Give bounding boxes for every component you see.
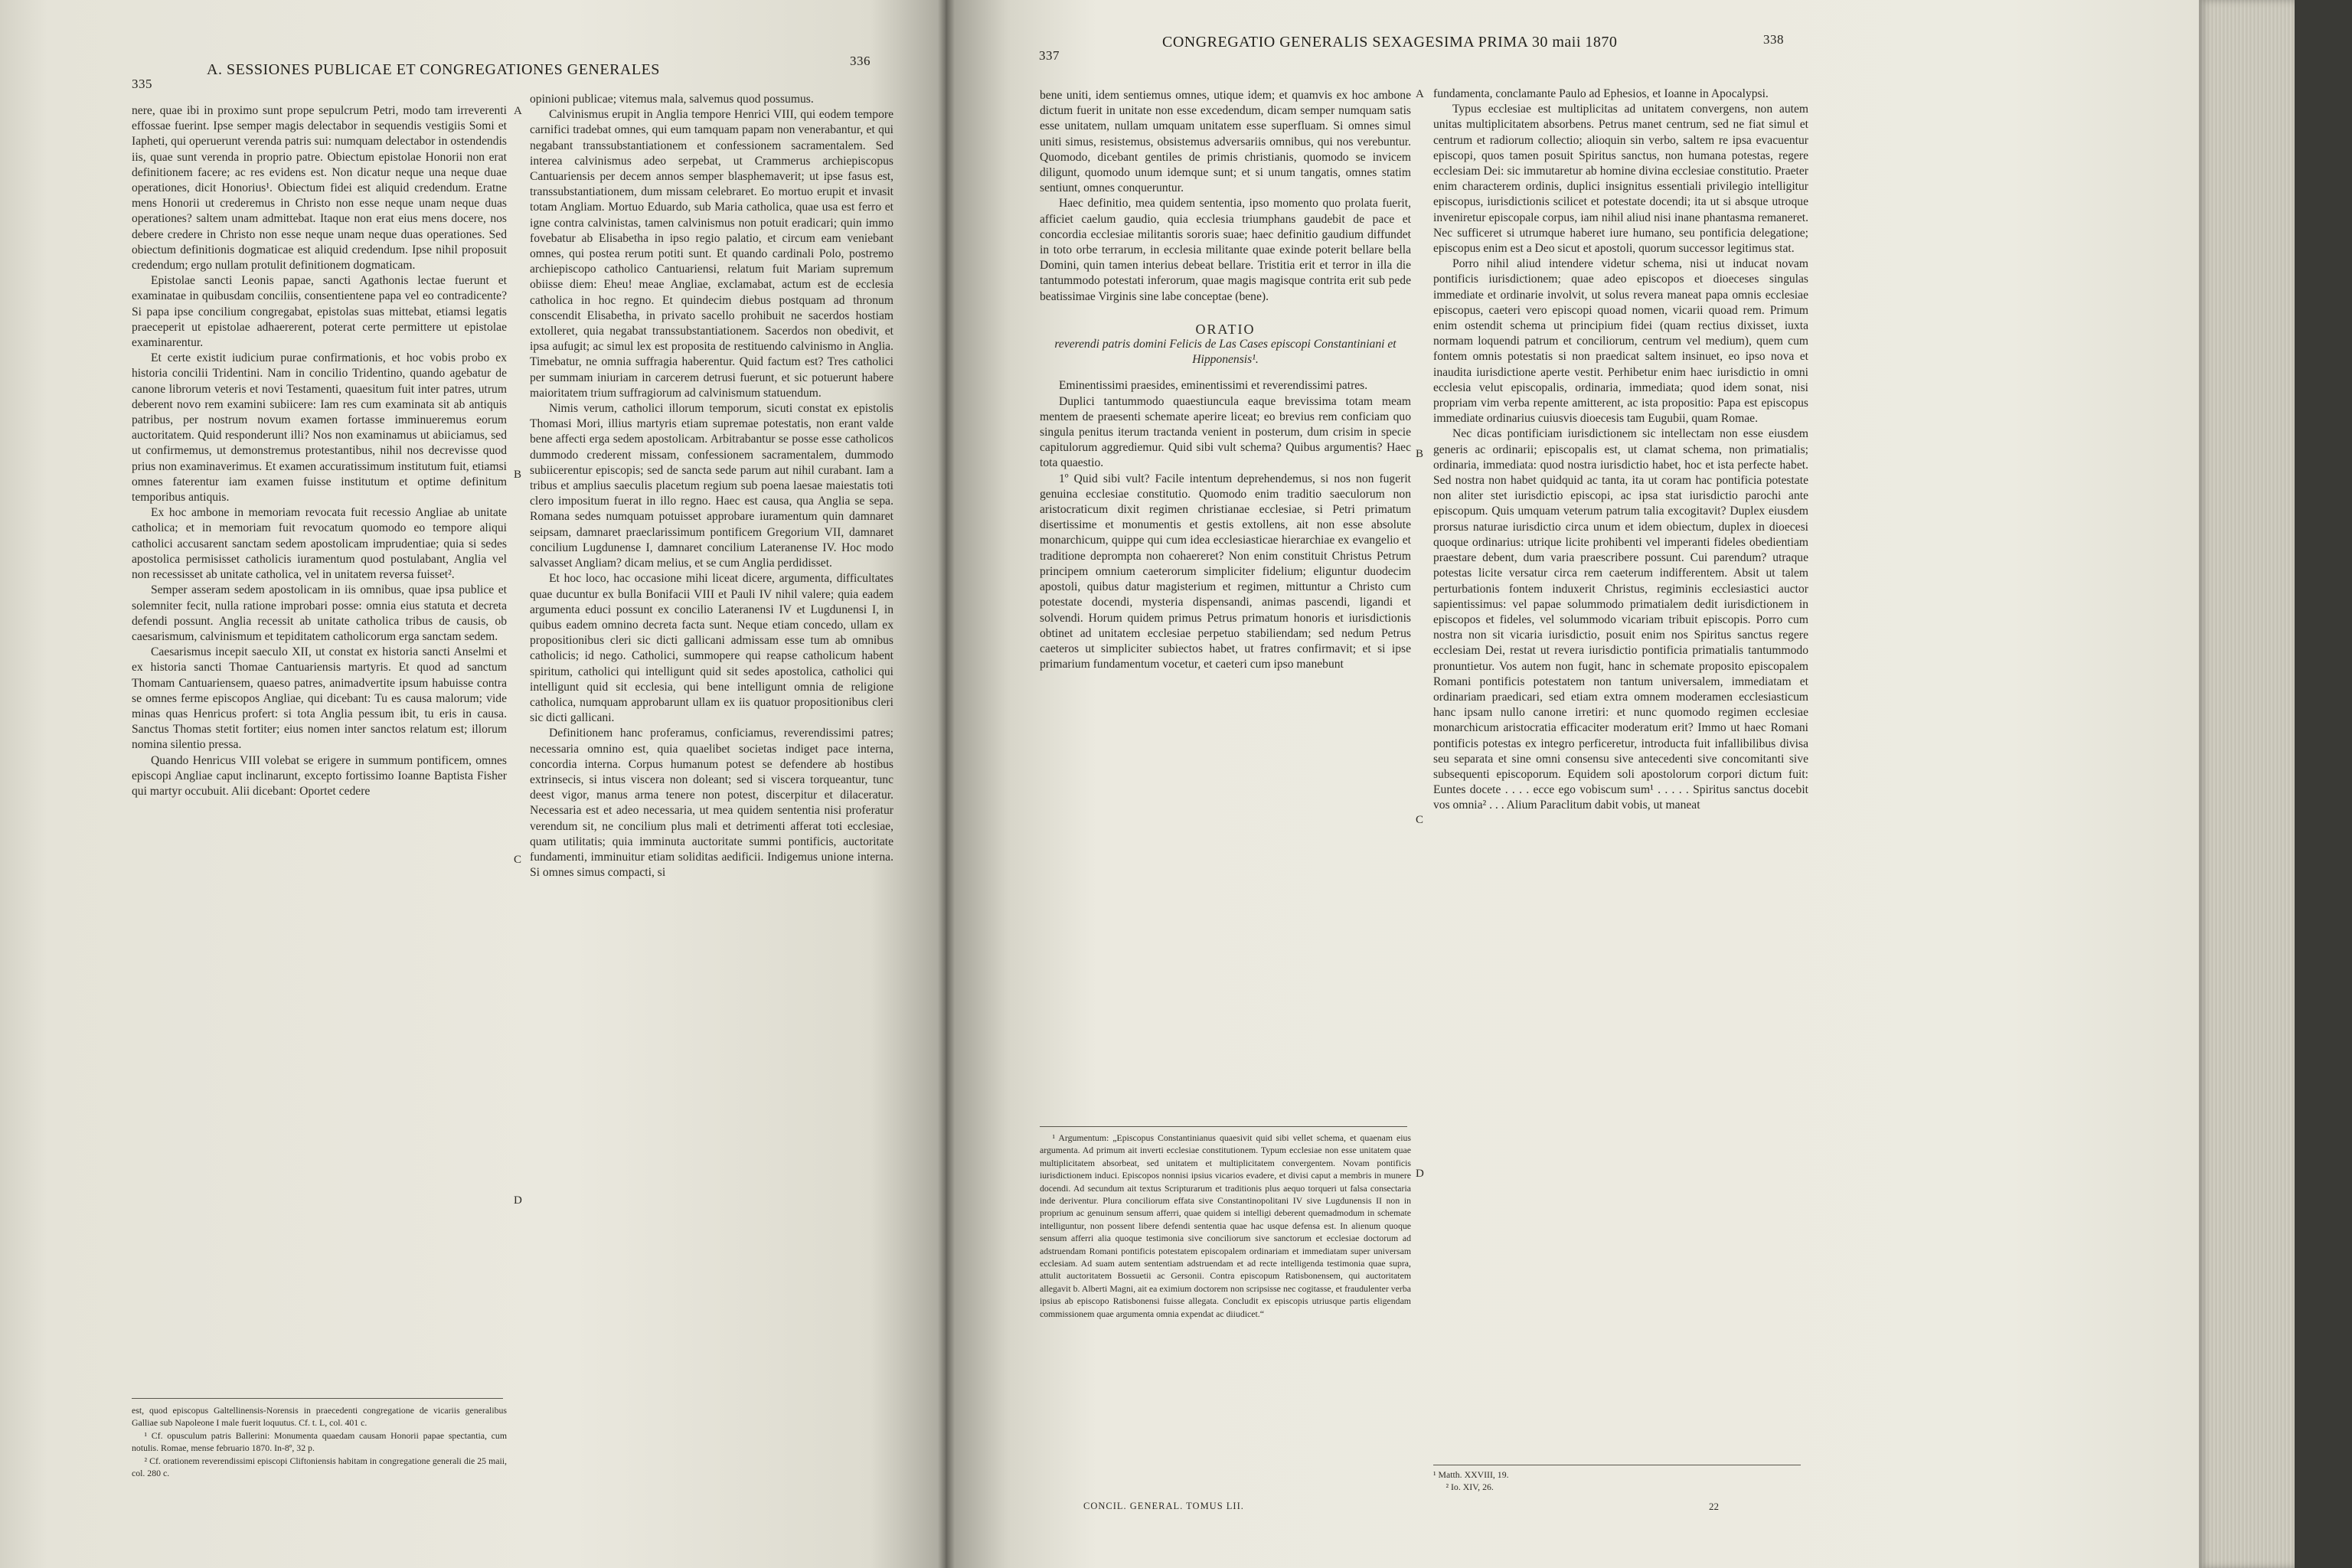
footnote-rule-left — [132, 1398, 503, 1399]
paragraph: Calvinismus erupit in Anglia tempore Henrici VIII, qui eodem tempore carnifici tradebat omnes, qui eum tamquam papam non venerabantur, et qui negabant transsubstantiationem et confessionem sacramentalem. Sed interea calvinismus adeo serpebat, ut Crammerus archiepiscopus Cantuariensis per decem annos semper blasphemaverit; ut ipse fasus est, transsubstantiationem, dum missam celebraret. Eo mortuo erupit et invasit totam Angliam. Mortuo Eduardo, sub Maria catholica, quae usa est ferro et igne contra calvinistas, tamen calvinismus non potuit eradicari; quin immo fovebatur ab Elisabetha in ipso regio palatio, et circum eam veniebant omnes, qui postea rerum potiti sunt. Et quando cardinali Polo, postremo archiepiscopo catholico Cantuariensi, relatum fuit Mariam supremum obiisse diem: Eheu! meae Angliae, exclamabat, actum est de ecclesia catholica in hoc regno. Et quindecim diebus postquam ad thronum conscendit Elisabetha, in privato sacello prohibuit ne sacerdos hostiam extolleret, quia negabat transsubstantiationem. Sacerdos non obedivit, et ipsa aufugit; ac simul lex est proposita de restituendo calvinismo in Anglia. Timebatur, ne omnia suffragia haberentur. Quid factum est? Tres catholici per summam iniuriam in carcerem detrusi fuerunt, et sic potuerunt habere maioritatem trium suffragiorum ad calvinismum statuendum. — [530, 108, 893, 400]
page-number-337: 337 — [1039, 48, 1060, 63]
table-background — [2295, 0, 2352, 1568]
paragraph: opinioni publicae; vitemus mala, salvemus quod possumus. — [530, 93, 814, 106]
paragraph: fundamenta, conclamante Paulo ad Ephesios, et Ioanne in Apocalypsi. — [1433, 87, 1769, 100]
margin-letter-c: C — [514, 854, 522, 866]
footnote: ² Io. XIV, 26. — [1446, 1481, 1494, 1493]
paragraph: Typus ecclesiae est multiplicitas ad unitatem convergens, non autem unitas multiplicitatem absorbens. Petrus manet centrum, sed ne fiat simul et centrum et radiorum collectio; alioquin sin verbo, saltem re ipsa evacuentur episcopi, quos tamen posuit Spiritus sanctus, non humana potestas, regere ecclesiam Dei: sic immutaretur ab homine divina ecclesiae constitutio. Praeter enim characterem ordinis, duplici insignitus essentiali privilegio intelligitur episcopus, iurisdictionis scilicet et potestate docendi; ita ut si absque utroque inveniretur episcopale corpus, iam nihil aliud nisi inane phantasma remaneret. Nec sufficeret si utrumque haberet iure humano, seu pontificia delegatione; episcopus enim est a Deo sicut et apostoli, quorum successor legitimus stat. — [1433, 103, 1808, 256]
margin-letter-d: D — [514, 1194, 522, 1207]
paragraph: Duplici tantummodo quaestiuncula eaque brevissima totam meam mentem de praesenti schemate aperire liceat; eo brevius rem conficiam quo singula penitus iterum tractanda venient in posterum, dum crisim in specie capitulorum aggrediemur. Quid sibi vult schema? Quibus argumentis? Haec tota quaestio. — [1040, 394, 1411, 470]
paragraph: Quando Henricus VIII volebat se erigere in summum pontificem, omnes episcopi Angliae caput inclinarunt, excepto fortissimo Ioanne Baptista Fisher qui martyr occubuit. Alii dicebant: Oportet cedere — [132, 753, 507, 798]
oratio-subtitle: reverendi patris domini Felicis de Las Cases episcopi Constantiniani et Hipponensis¹. — [1054, 338, 1396, 367]
paragraph: Eminentissimi praesides, eminentissimi et reverendissimi patres. — [1058, 379, 1368, 393]
paragraph: Semper asseram sedem apostolicam in iis omnibus, quae ipsa publice et solemniter fecit, nulla ratione improbari posse: omnia eius statuta et decreta defendi possunt. Anglia recessit ab unitate catholica tribus de causis, ob caesarismum, calvinismum et tepiditatem catholicorum erga sanctam sedem. — [132, 583, 507, 643]
paragraph: Nec dicas pontificiam iurisdictionem sic intellectam non esse eiusdem generis ac ordinarii; episcopalis est, ut clamat schema, non primatialis; ordinaria, immediata: quod nostra iurisdictio habet, hoc et ista perfecte habet. Sed nostra non habet quidquid ac tanta, ita ut coram hac pontificia potestate non aliter stet iurisdictio episcopi, ac ipsa stat iurisdictio parochi ante episcopum. Quis umquam veterum patrum talia excogitavit? Duplex eiusdem prorsus naturae iurisdictio circa unum et idem obiectum, duplex in dioecesi quoque ordinarius: utrique licite prohibenti vel imperanti fideles obedientiam praestare debent, dum varia praescribere possunt. Cui parendum? utraque potestas licite versatur circa rem caeterum indifferentem. Absit ut talem perturbationis fontem induxerit Christus, regiminis ecclesiastici auctor sapientissimus: vel papae solummodo primatialem dedit iurisdictionem in episcopos et fideles, vel solummodo vicariam tribuit episcopis. Porro cum nostra non sit vicaria iurisdictio, posuit enim nos Spiritus sanctus regere ecclesiam Dei, restat ut revera iurisdictio pontificia primatialis tantummodo pronuntietur. Vos autem non fugit, hanc in schemate proposito episcopalem Romani pontificis potestatem non tantum universalem, immediatam et ordinariam praedicari, sed etiam extra omnem moderamen ecclesiasticum hanc ipsam nullo canone irretiri: et nunc quomodo regimen ecclesiae monarchicum aristocratia efficaciter moderatum erit? Immo ut haec Romani pontificis potestas ex integro perficeretur, introducta fuit infallibilibus divisa seu separata et sine omni consensu sive antecedenti sive concomitanti sive subsequenti episcoporum. Equidem soli apostolorum corpori dictum fuit: Euntes docete . . . . ecce ego vobiscum sum¹ . . . . . Spiritus sanctus docebit vos omnia² . . . Alium Paraclitum dabit vobis, ut maneat — [1433, 427, 1808, 812]
right-page-column-2 — [1433, 87, 1808, 1457]
right-page-column-1 — [1040, 88, 1411, 1122]
paragraph: Epistolae sancti Leonis papae, sancti Agathonis lectae fuerunt et examinatae in quibusdam conciliis, consentientene papa vel eo contradicente? Si papa ipse concilium congregabat, epistolas suas mittebat, etiamsi legatis praeceperit ut epistolae adhaererent, poterat certe permittere ut epistolae examinarentur. — [132, 274, 507, 350]
footnote: ¹ Matth. XXVIII, 19. — [1433, 1469, 1509, 1480]
left-page-footnotes — [132, 1404, 507, 1550]
right-page-footnotes-col2 — [1433, 1468, 1801, 1507]
paragraph: Haec definitio, mea quidem sententia, ipso momento quo prolata fuerit, afficiet caelum gaudio, quia ecclesia triumphans gaudebit de pace et concordia ecclesiae militantis sororis suae; haec definitio gaudium diffundet in toto orbe terrarum, in ecclesia militante quae exinde poterit bellare bella Domini, quin tamen interius debeat bellare. Tristitia erit et terror in illa die tantummodo potestati inferorum, quae magis magisque contrita erit sub pede beatissimae Virginis sine labe conceptae (bene). — [1040, 197, 1411, 303]
paragraph: Nimis verum, catholici illorum temporum, sicuti constat ex epistolis Thomasi Mori, illius martyris etiam supremae potestatis, non erant valde bene affecti erga sedem apostolicam. Arbitrabantur se posse esse catholicos dummodo crederent missam, confessionem sacramentalem, dummodo subiicerentur episcopis; sed de sancta sede parum aut nihil curabant. Iam a tribus et amplius saeculis placetum regium sub poena laesae maiestatis toti clero impositum fuerat in illo regno. Haec est causa, qua Anglia se sepa. Romana sedes numquam potuisset approbare iuramentum quin damnaret seipsam, damnaret praeclarissimum pontificem Gregorium VII, damnaret concilium Lugdunense I, damnaret concilium Lateranense IV. Hoc modo salvasset Angliam? dicam melius, et se cum Anglia perdidisset. — [530, 402, 893, 570]
page-edges — [2199, 0, 2295, 1568]
paragraph: Definitionem hanc proferamus, conficiamus, reverendissimi patres; necessaria omnino est, quia quaelibet societas indiget pace interna, concordia interna. Corpus humanum potest se defendere ab hostibus extrinsecis, si intus viscera non doleant; sed si viscera torqueantur, tunc deest vigor, manus arma tenere non potest, discerpitur et dilaceratur. Necessaria est et adeo necessaria, ut mea quidem sententia nisi proferatur verendum sit, ne concilium plus mali et detrimenti afferat toti ecclesiae, quam utilitatis; quia imminuta auctoritate summi pontificis, auctoritate fundamenti, imminuitur etiam soliditas aedificii. Indigemus unione interna. Si omnes simus compacti, si — [530, 727, 893, 880]
margin-letter-d-right: D — [1416, 1168, 1424, 1180]
footnote: ² Cf. orationem reverendissimi episcopi Cliftoniensis habitam in congregatione generali die 25 maii, col. 280 c. — [132, 1455, 507, 1479]
paragraph: Ex hoc ambone in memoriam revocata fuit recessio Angliae ab unitate catholica; et in memoriam fuit revocatum quomodo eo tempore aliqui catholici accusarent sanctam sedem apostolicam imprudentiae; quia si sedes apostolica permisisset catholicis iuramentum quod postulabant, Anglia vel non recessisset ab unitate catholica, vel in unitatem reversa fuisset². — [132, 506, 507, 582]
paragraph: Et certe existit iudicium purae confirmationis, et hoc vobis probo ex historia concilii Tridentini. Nam in concilio Tridentino, quando agebatur de canone librorum veteris et novi Testamenti, quaesitum fuit inter patres, utrum deberent novo rem examini subiicere: Iam res cum examinata sit ab antiquis patribus, per nostrum novum examen fortasse imminueremus eorum auctoritatem. Quid responderunt illi? Nos non examinamus ut abiiciamus, sed ut confirmemus, ut demonstremus protestantibus, nihil nos decrevisse quod prius non examinaverimus. Et examen accuratissimum institutum fuit, etiamsi omnes faterentur iam examen fuisse institutum et optime definitum temporibus antiquis. — [132, 351, 507, 505]
paragraph: Caesarismus incepit saeculo XII, ut constat ex historia sancti Anselmi et ex historia sancti Thomae Cantuariensis martyris. Et quod ad sanctum Thomam Cantuariensem, quaeso patres, animadvertite ipsum habuisse contra se omnes ferme episcopos Angliae, qui dicebant: Tu es causa malorum; vide minas quas Henricus profert: si tota Anglia pessum ibit, tu eris in causa. Sanctus Thomas stetit fortiter; eius nomen inter sanctos relatum est; illorum nomina silentio pressa. — [132, 645, 507, 752]
margin-letter-a-right: A — [1416, 88, 1424, 100]
margin-letter-c-right: C — [1416, 814, 1424, 826]
footnote: ¹ Argumentum: „Episcopus Constantinianus quaesivit quid sibi vellet schema, et quaenam eius argumenta. Ad primum ait inverti ecclesiae constitutionem. Typum ecclesiae non esse unitatem quae multiplicitatem absorbeat, sed unitatem et multiplicitatem convergentem. Novam pontificis iurisdictionem induci. Episcopos nonnisi ipsius vicarios evadere, et divisi caput a membris in munere docendi. Ad secundum ait textus Scripturarum et traditionis plus aequo torqueri ut falsa consectaria inde deriventur. Plura conciliorum effata sive Constantinopolitani IV sive Lugdunensis II non in proprium ac genuinum sensum afferri, quae quidem si intelligi deberent quemadmodum in schemate intelliguntur, non possent libere defendi sententia quae hac usque defensa est. In alienum quoque sensum afferri alia quoque testimonia sive conciliorum sive sanctorum et ecclesiae doctorum ad adstruendam Romani pontificis potestatem episcopalem ordinariam et immediatam super universam ecclesiam. Ad suam autem sententiam adstruendam et ad recte intelligenda testimonia quae supra, attulit auctoritatem Bossuetii ac Gersonii. Contra episcopum Ratisbonensem, qui auctoritatem allegavit b. Alberti Magni, ait ea eximium doctorem non scripsisse nec cogitasse, et fraudulenter verba ipsius ab episcopo Ratisbonensi fuisse allegata. Concludit ex episcopis utriusque partis eligendam commissionem quae argumenta omnia expendat ac diiudicet.“ — [1040, 1132, 1411, 1319]
paragraph: Porro nihil aliud intendere videtur schema, nisi ut inducat novam pontificis iurisdictionem; quae adeo episcopos et dioeceses singulas immediate et ordinarie involvit, ut solus revera maneat papa omnis ecclesiae episcopus, caeteri vero episcopi quoad nomen, vicarii quoad rem. Primum enim ostendit schema ut principium fidei (quam rectius dixisset, iuxta normam loquendi patrum et conciliorum, centrum vel medium), quem cum fontem omnis potestatis si non praedicat saltem insinuet, eo ipso nova et inaudita iurisdictione aperte vestit. Perhibetur enim haec iurisdictio in omni ecclesia velut episcopalis, ordinaria, immediata; quod idem sonat, nisi propriam vim verba repente amitterent, ac ista propositio: Papa est episcopus immediate ordinarius cuiusvis dioecesis tam Eugubii, quam Romae. — [1433, 257, 1808, 426]
margin-letter-a: A — [514, 105, 522, 117]
footnote: ¹ Cf. opusculum patris Ballerini: Monumenta quaedam causam Honorii papae spectantia, cum notulis. Romae, mense februario 1870. In-8º, 32 p. — [132, 1429, 507, 1454]
margin-letter-b-right: B — [1416, 448, 1424, 460]
oratio-title: ORATIO — [1195, 321, 1256, 337]
paragraph: bene uniti, idem sentiemus omnes, utique idem; et quamvis ex hoc ambone dictum fuerit in unitate non esse excedendum, dicam semper numquam satis esse unitatem, nullam umquam unitatem esse superfluam. Si omnes simul uniti simus, resistemus, obsistemus adversariis omnibus, qui nos verebuntur. Quomodo, dicebant gentiles de primis christianis, quomodo se invicem diligunt, quomodo unum idemque sunt; et si unum tangatis, omnes statim sentiunt, omnes conqueruntur. — [1040, 89, 1411, 195]
left-page — [0, 0, 946, 1568]
running-head-left: A. SESSIONES PUBLICAE ET CONGREGATIONES GENERALES — [207, 61, 660, 78]
page-number-338: 338 — [1763, 32, 1784, 47]
page-number-335: 335 — [132, 77, 152, 91]
left-page-column-2 — [530, 92, 893, 1508]
paragraph: 1º Quid sibi vult? Facile intentum deprehendemus, si nos non fugerit genuina ecclesiae constitutio. Quomodo enim traditio saeculorum non aristocraticum dixit regimen christianae ecclesiae, si Petri primatum disertissime et monumentis et gestis extollens, ait non esse absolute monarchicum, quippe qui cum idea ecclesiasticae hierarchiae ex evangelio et traditione deprompta non cohaereret? Non enim constituit Christus Petrum principem omnium caeterorum simpliciter fidelium; eliguntur duodecim apostoli, quibus datur magisterium et regimen, mittuntur a Christo cum potestate docendi, mysteria dispensandi, animas pascendi, ligandi et solvendi. Horum quidem primus Petrus primatum honoris et iurisdictionis obtinet ad unitatem ecclesiae perpetuo stabiliendam; sed nedum Petrus caeteros ut simpliciter subiectos habet, ut fratres confirmavit; et si ipse primarium fundamentum vocetur, et caeteri cum ipso manebunt — [1040, 472, 1411, 671]
running-head-right: CONGREGATIO GENERALIS SEXAGESIMA PRIMA 30 maii 1870 — [1162, 34, 1618, 51]
footnote: est, quod episcopus Galtellinensis-Norensis in praecedenti congregatione de vicariis generalibus Galliae sub Napoleone I male fuerit loquutus. Cf. t. L, col. 401 c. — [132, 1405, 507, 1429]
book-gutter — [938, 0, 955, 1568]
signature-line: CONCIL. GENERAL. TOMUS LII. — [1083, 1501, 1244, 1511]
right-page — [946, 0, 2199, 1568]
footnote-rule-right-col1 — [1040, 1126, 1407, 1127]
left-page-column-1 — [132, 103, 507, 1382]
paragraph: nere, quae ibi in proximo sunt prope sepulcrum Petri, modo tam irreverenti effossae fuerint. Ipse semper magis delectabor in sequendis vestigiis Somi et Iapheti, qui operuerunt verenda patris sui: numquam delectabor in ostendendis iis, quae sunt verenda in proprio patre. Obiectum epistolae Honorii non erat definitionem facere; ac res evidens est. Non dicatur neque una neque duae operationes, dicit Honorius¹. Obiectum fidei est aliquid credendum. Eratne mens Honorii ut crederemus in Christo non esse neque unam neque duas operationes? saltem unam admittebat. Itaque non erat eius mens docere, nos debere credere in Christo non esse neque unam neque duas operationes. Sed obiectum definitionis dogmaticae est aliquid credendum. Ipse nihil proposuit credendum; ergo nullam protulit definitionem dogmaticam. — [132, 104, 507, 273]
margin-letter-b: B — [514, 469, 522, 481]
signature-number: 22 — [1709, 1501, 1719, 1512]
paragraph: Et hoc loco, hac occasione mihi liceat dicere, argumenta, difficultates quae ducuntur ex bulla Bonifacii VIII et Pauli IV nihil valere; quia eadem argumenta educi possunt ex concilio Lateranensi IV et Lugdunensi I, in quibus eadem omnino decreta facta sunt. Neque etiam concedo, ullam ex propositionibus cleri sic dicti gallicani admissam esse tum ab omnibus catholicis; id nego. Catholici, summopere qui reapse catholicum habent spiritum, catholici qui intelligunt quid sit sedes apostolica, catholici qui intelligunt quid sit ecclesia, qui bene intelligunt omnia de religione catholica, numquam approbarunt ullam ex iis quatuor propositionibus cleri sic dicti gallicani. — [530, 572, 893, 725]
page-number-336: 336 — [850, 54, 871, 68]
right-page-footnote-argumentum — [1040, 1132, 1411, 1490]
